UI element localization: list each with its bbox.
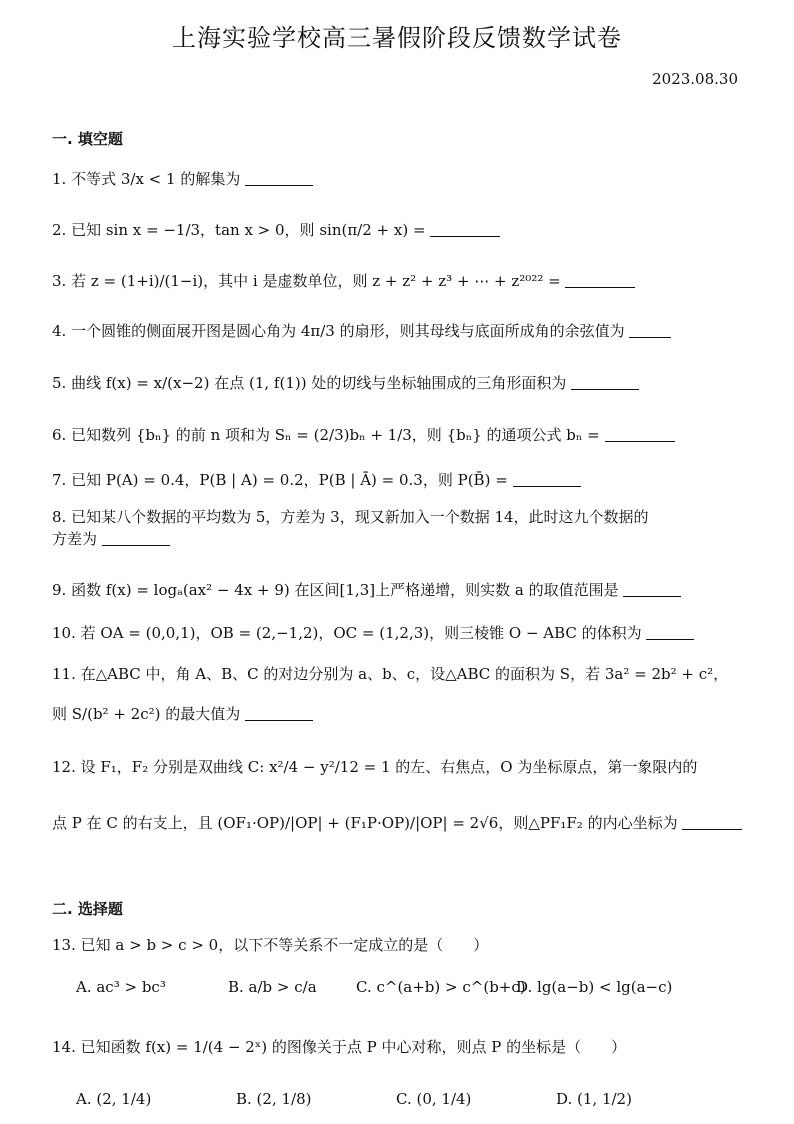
- section-multiple-choice: 二. 选择题: [52, 900, 123, 918]
- question-9-text: 9. 函数 f(x) = logₐ(ax² − 4x + 9) 在区间[1,3]上严格递增，则实数 a 的取值范围是: [52, 581, 619, 599]
- question-8: [52, 506, 742, 550]
- answer-blank: [682, 815, 742, 830]
- option-b: B. (2, 1/8): [236, 1090, 312, 1108]
- question-11-line-2: [52, 703, 742, 725]
- question-2: [52, 219, 742, 241]
- answer-blank: [245, 706, 313, 721]
- option-a: A. ac³ > bc³: [76, 978, 166, 996]
- question-8-line-2: [52, 528, 742, 550]
- question-1: [52, 168, 742, 190]
- option-c: C. c^(a+b) > c^(b+c): [356, 978, 526, 996]
- question-6: [52, 424, 742, 446]
- question-3-text: 3. 若 z = (1+i)/(1−i)，其中 i 是虚数单位，则 z + z² + z³ + ⋯ + z²⁰²² =: [52, 272, 561, 290]
- section-fill-in: 一. 填空题: [52, 130, 123, 148]
- question-5: [52, 372, 742, 394]
- question-11-line-1: 11. 在△ABC 中，角 A、B、C 的对边分别为 a、b、c，设△ABC 的面积为 S，若 3a² = 2b² + c²，: [52, 665, 729, 683]
- answer-blank: [605, 427, 675, 442]
- question-4-text: 4. 一个圆锥的侧面展开图是圆心角为 4π/3 的扇形，则其母线与底面所成角的余弦值为: [52, 322, 625, 340]
- answer-blank: [629, 323, 671, 338]
- question-12-tail: 点 P 在 C 的右支上，且 (OF₁·OP)/|OP| + (F₁P·OP)/|OP| = 2√6，则△PF₁F₂ 的内心坐标为: [52, 814, 678, 832]
- question-12: [52, 756, 742, 834]
- option-b: B. a/b > c/a: [228, 978, 317, 996]
- exam-date: 2023.08.30: [652, 70, 738, 88]
- question-11-tail: 则 S/(b² + 2c²) 的最大值为: [52, 705, 241, 723]
- question-7: [52, 469, 742, 491]
- answer-blank: [623, 582, 681, 597]
- question-9: [52, 579, 742, 601]
- question-12-line-1: 12. 设 F₁，F₂ 分别是双曲线 C: x²/4 − y²/12 = 1 的左、右焦点，O 为坐标原点，第一象限内的: [52, 758, 698, 776]
- answer-blank: [513, 472, 581, 487]
- answer-blank: [102, 531, 170, 546]
- question-6-text: 6. 已知数列 {bₙ} 的前 n 项和为 Sₙ = (2/3)bₙ + 1/3，则 {bₙ} 的通项公式 bₙ =: [52, 426, 600, 444]
- exam-title: 上海实验学校高三暑假阶段反馈数学试卷: [172, 24, 622, 52]
- option-a: A. (2, 1/4): [76, 1090, 152, 1108]
- question-13-text: 13. 已知 a > b > c > 0，以下不等关系不一定成立的是（ ）: [52, 936, 489, 954]
- option-d: D. lg(a−b) < lg(a−c): [516, 978, 673, 996]
- option-c: C. (0, 1/4): [396, 1090, 472, 1108]
- question-14-text: 14. 已知函数 f(x) = 1/(4 − 2ˣ) 的图像关于点 P 中心对称，则点 P 的坐标是（ ）: [52, 1038, 627, 1056]
- question-12-line-2: [52, 812, 742, 834]
- answer-blank: [646, 625, 694, 640]
- question-3: [52, 270, 742, 292]
- question-11: [52, 663, 742, 725]
- question-2-text: 2. 已知 sin x = −1/3，tan x > 0，则 sin(π/2 + x) =: [52, 221, 426, 239]
- question-10-text: 10. 若 OA = (0,0,1)，OB = (2,−1,2)，OC = (1,2,3)，则三棱锥 O − ABC 的体积为: [52, 624, 642, 642]
- question-10: [52, 622, 742, 644]
- answer-blank: [245, 171, 313, 186]
- answer-blank: [565, 273, 635, 288]
- option-d: D. (1, 1/2): [556, 1090, 632, 1108]
- answer-blank: [430, 222, 500, 237]
- question-14: [52, 1036, 742, 1058]
- question-8-tail: 方差为: [52, 530, 98, 548]
- question-5-text: 5. 曲线 f(x) = x/(x−2) 在点 (1, f(1)) 处的切线与坐标轴围成的三角形面积为: [52, 374, 567, 392]
- question-1-text: 1. 不等式 3/x < 1 的解集为: [52, 170, 241, 188]
- question-4: [52, 320, 742, 342]
- question-7-text: 7. 已知 P(A) = 0.4，P(B | A) = 0.2，P(B | Ā) = 0.3，则 P(B̄) =: [52, 471, 508, 489]
- question-8-line-1: 8. 已知某八个数据的平均数为 5，方差为 3，现又新加入一个数据 14，此时这九个数据的: [52, 508, 649, 526]
- answer-blank: [571, 375, 639, 390]
- question-13: [52, 934, 742, 956]
